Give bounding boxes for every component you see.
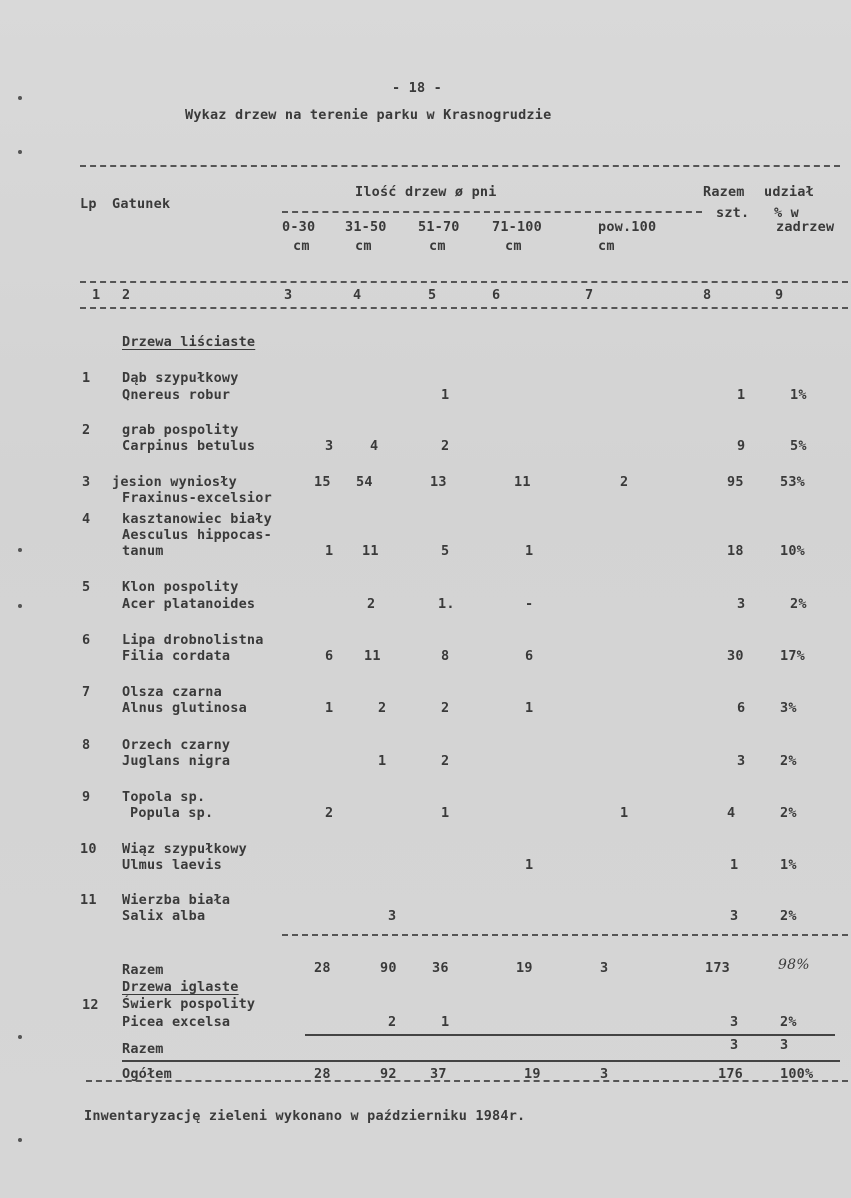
row-lp: 7 [82, 684, 91, 700]
margin-mark [18, 1035, 22, 1039]
subtotal-label: Razem [122, 962, 164, 978]
row-udzial: 53% [780, 474, 805, 490]
row-latin: Alnus glutinosa [122, 700, 247, 716]
row-udzial: 3% [780, 700, 797, 716]
conifer-total-label: Razem [122, 1041, 164, 1057]
row-latin: Carpinus betulus [122, 438, 256, 454]
row-name: Dąb szypułkowy [122, 370, 239, 386]
subtotal-cpow: 3 [600, 960, 609, 976]
row-c100: 1 [525, 700, 534, 716]
subtotal-c30: 28 [314, 960, 331, 976]
header-gatunek: Gatunek [112, 196, 171, 212]
margin-mark [18, 150, 22, 154]
divider [80, 307, 848, 309]
row-c70: 1. [438, 596, 455, 612]
row-lp: 6 [82, 632, 91, 648]
footer-note: Inwentaryzację zieleni wykonano w październiku 1984r. [84, 1108, 526, 1124]
row-c70: 2 [441, 438, 450, 454]
header-ilosc: Ilość drzew ø pni [355, 184, 497, 200]
row-razem: 3 [737, 753, 746, 769]
row-latin: Acer platanoides [122, 596, 256, 612]
row-lp: 3 [82, 474, 91, 490]
row-razem: 6 [737, 700, 746, 716]
colnum: 9 [775, 287, 784, 303]
row-lp: 4 [82, 511, 91, 527]
row-latin: Filia cordata [122, 648, 231, 664]
row-c70: 1 [441, 387, 450, 403]
row-latin: Picea excelsa [122, 1014, 231, 1030]
header-unit: cm [598, 238, 615, 254]
grand-total-c70: 37 [430, 1066, 447, 1082]
colnum: 6 [492, 287, 501, 303]
header-udzial-pct: % w [774, 205, 799, 221]
header-unit: cm [505, 238, 522, 254]
row-razem: 9 [737, 438, 746, 454]
row-udzial: 2% [780, 805, 797, 821]
row-udzial: 2% [780, 753, 797, 769]
divider [282, 211, 702, 213]
header-range-4: 71-100 [492, 219, 542, 235]
row-latin: Ulmus laevis [122, 857, 222, 873]
row-name: Klon pospolity [122, 579, 239, 595]
row-c50: 11 [362, 543, 379, 559]
row-latin: Salix alba [122, 908, 206, 924]
row-name: Lipa drobnolistna [122, 632, 264, 648]
row-c30: 1 [325, 700, 334, 716]
row-udzial: 1% [780, 857, 797, 873]
row-name: kasztanowiec biały [122, 511, 272, 527]
row-lp: 9 [82, 789, 91, 805]
row-c50: 11 [364, 648, 381, 664]
row-c70: 5 [441, 543, 450, 559]
row-name: Świerk pospolity [122, 996, 256, 1012]
row-udzial: 10% [780, 543, 805, 559]
row-c50: 2 [388, 1014, 397, 1030]
row-razem: 1 [737, 387, 746, 403]
row-udzial: 1% [790, 387, 807, 403]
grand-total-udzial: 100% [780, 1066, 814, 1082]
divider [282, 934, 848, 936]
row-name: jesion wyniosły [112, 474, 237, 490]
row-name: grab pospolity [122, 422, 239, 438]
header-udzial-zadrzew: zadrzew [776, 219, 835, 235]
row-c100: 1 [525, 543, 534, 559]
row-c70: 1 [441, 1014, 450, 1030]
margin-mark [18, 1138, 22, 1142]
header-szt: szt. [716, 205, 750, 221]
row-razem: 1 [730, 857, 739, 873]
row-c70: 13 [430, 474, 447, 490]
header-razem: Razem [703, 184, 745, 200]
row-c30: 1 [325, 543, 334, 559]
colnum: 2 [122, 287, 131, 303]
row-c30: 3 [325, 438, 334, 454]
header-range-1: 0-30 [282, 219, 316, 235]
row-name: Orzech czarny [122, 737, 231, 753]
row-lp: 2 [82, 422, 91, 438]
row-c100: 1 [525, 857, 534, 873]
section-deciduous: Drzewa liściaste [122, 334, 256, 350]
margin-mark [18, 548, 22, 552]
colnum: 4 [353, 287, 362, 303]
conifer-total-razem: 3 [730, 1037, 739, 1053]
margin-mark [18, 604, 22, 608]
row-razem: 3 [730, 908, 739, 924]
row-latin: Qnereus robur [122, 387, 231, 403]
conifer-total-udzial: 3 [780, 1037, 789, 1053]
grand-total-c50: 92 [380, 1066, 397, 1082]
header-unit: cm [293, 238, 310, 254]
row-name: Wiąz szypułkowy [122, 841, 247, 857]
row-c50: 1 [378, 753, 387, 769]
divider [86, 1080, 848, 1082]
row-razem: 3 [730, 1014, 739, 1030]
colnum: 7 [585, 287, 594, 303]
grand-total-label: Ogółem [122, 1066, 172, 1082]
row-lp: 8 [82, 737, 91, 753]
subtotal-c50: 90 [380, 960, 397, 976]
row-c70: 2 [441, 700, 450, 716]
row-c70: 1 [441, 805, 450, 821]
row-lp: 1 [82, 370, 91, 386]
page-number: - 18 - [392, 80, 442, 96]
row-c30: 2 [325, 805, 334, 821]
row-lp: 11 [80, 892, 97, 908]
header-udzial: udział [764, 184, 814, 200]
row-c50: 2 [378, 700, 387, 716]
row-c30: 15 [314, 474, 331, 490]
row-latin: Juglans nigra [122, 753, 231, 769]
grand-total-cpow: 3 [600, 1066, 609, 1082]
section-conifer: Drzewa iglaste [122, 979, 239, 995]
row-c100: - [525, 596, 534, 612]
row-udzial: 2% [790, 596, 807, 612]
margin-mark [18, 96, 22, 100]
row-c70: 2 [441, 753, 450, 769]
row-razem: 3 [737, 596, 746, 612]
grand-total-c30: 28 [314, 1066, 331, 1082]
colnum: 8 [703, 287, 712, 303]
colnum: 1 [92, 287, 101, 303]
header-range-2: 31-50 [345, 219, 387, 235]
row-c30: 6 [325, 648, 334, 664]
header-range-5: pow.100 [598, 219, 657, 235]
row-cpow: 2 [620, 474, 629, 490]
row-razem: 18 [727, 543, 744, 559]
row-c50: 2 [367, 596, 376, 612]
row-c100: 6 [525, 648, 534, 664]
header-unit: cm [429, 238, 446, 254]
colnum: 5 [428, 287, 437, 303]
total-line [305, 1034, 835, 1036]
header-lp: Lp [80, 196, 97, 212]
row-udzial: 5% [790, 438, 807, 454]
row-cpow: 1 [620, 805, 629, 821]
row-udzial: 17% [780, 648, 805, 664]
header-unit: cm [355, 238, 372, 254]
row-razem: 4 [727, 805, 736, 821]
row-latin: Popula sp. [130, 805, 214, 821]
row-razem: 30 [727, 648, 744, 664]
subtotal-c70: 36 [432, 960, 449, 976]
row-c50: 3 [388, 908, 397, 924]
row-lp: 10 [80, 841, 97, 857]
row-lp: 12 [82, 997, 99, 1013]
row-name: Wierzba biała [122, 892, 231, 908]
header-range-3: 51-70 [418, 219, 460, 235]
row-c70: 8 [441, 648, 450, 664]
grand-total-c100: 19 [524, 1066, 541, 1082]
divider [80, 281, 848, 283]
row-udzial: 2% [780, 1014, 797, 1030]
row-razem: 95 [727, 474, 744, 490]
colnum: 3 [284, 287, 293, 303]
subtotal-c100: 19 [516, 960, 533, 976]
subtotal-udzial: 98% [778, 957, 810, 973]
row-c50: 54 [356, 474, 373, 490]
row-latin: Fraxinus-excelsior [122, 490, 272, 506]
row-c50: 4 [370, 438, 379, 454]
row-latin-cont: tanum [122, 543, 164, 559]
total-line [122, 1060, 840, 1062]
document-title: Wykaz drzew na terenie parku w Krasnogrudzie [185, 107, 552, 123]
grand-total-razem: 176 [718, 1066, 743, 1082]
divider [80, 165, 840, 167]
row-name: Olsza czarna [122, 684, 222, 700]
subtotal-razem: 173 [705, 960, 730, 976]
row-name: Topola sp. [122, 789, 206, 805]
row-c100: 11 [514, 474, 531, 490]
row-udzial: 2% [780, 908, 797, 924]
row-lp: 5 [82, 579, 91, 595]
row-latin: Aesculus hippocas- [122, 527, 272, 543]
